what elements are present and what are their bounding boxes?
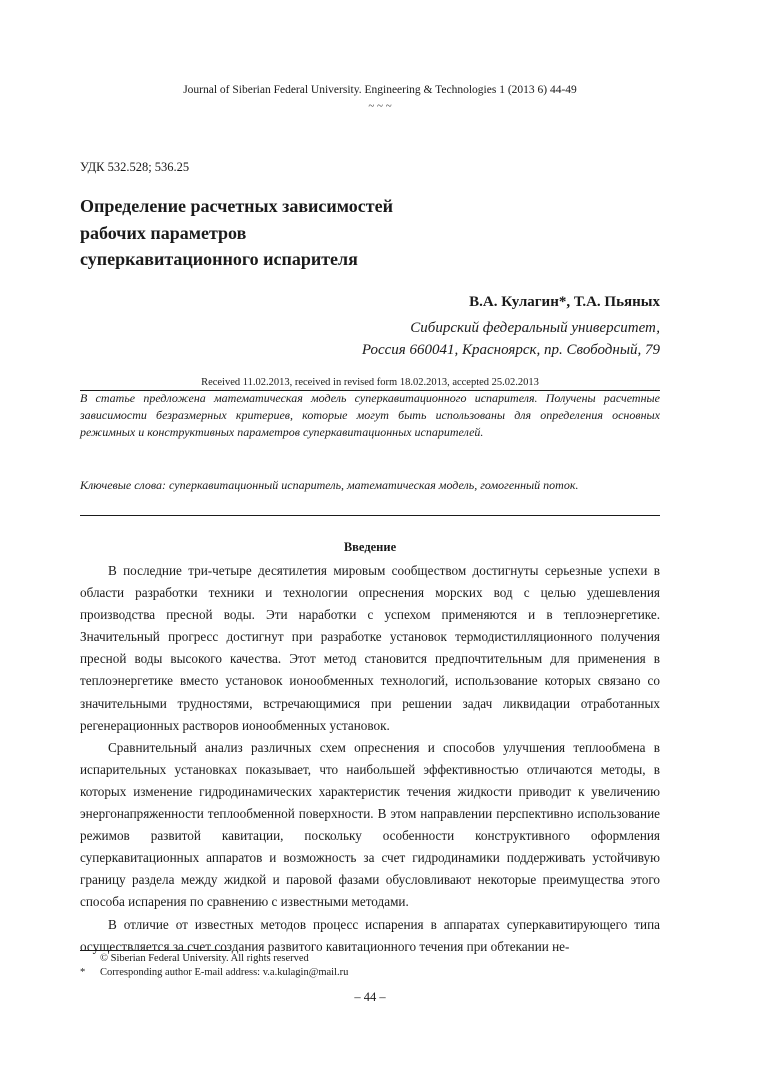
affiliation-line: Россия 660041, Красноярск, пр. Свободный, 79 bbox=[361, 342, 660, 358]
keywords: Ключевые слова: суперкавитационный испаритель, математическая модель, гомогенный поток. bbox=[80, 478, 579, 492]
page-number: – 44 – bbox=[354, 990, 386, 1004]
article-title bbox=[80, 193, 640, 273]
authors: В.А. Кулагин*, Т.А. Пьяных bbox=[469, 294, 660, 310]
received-dates: Received 11.02.2013, received in revised form 18.02.2013, accepted 25.02.2013 bbox=[201, 377, 539, 388]
affiliation bbox=[362, 317, 660, 361]
title-line: суперкавитационного испарителя bbox=[80, 249, 358, 269]
footnote-mark: * bbox=[80, 967, 86, 978]
udk-code: УДК 532.528; 536.25 bbox=[80, 160, 190, 174]
article-body bbox=[80, 560, 660, 958]
header-ornament: ~ ~ ~ bbox=[368, 100, 392, 112]
footnote bbox=[80, 966, 660, 980]
footnote-text: © Siberian Federal University. All rights reserved bbox=[100, 953, 309, 964]
affiliation-line: Сибирский федеральный университет, bbox=[410, 320, 660, 336]
footnotes bbox=[80, 952, 660, 980]
abstract-bottom-rule bbox=[80, 515, 660, 516]
footnote bbox=[80, 952, 660, 966]
paragraph: В последние три-четыре десятилетия мировым сообществом достигнуты серьезные успехи в области разработки техники и технологии опреснения морских вод с целью удешевления производства пресной воды. Эти наработки с успехом применяются и в теплоэнергетике. Значительный прогресс достигнут при разработке установок термодистилляционного получения пресной воды высокого качества. Этот метод становится предпочтительным для применения в теплоэнергетике вместо установок ионообменных технологий, использование которых связано со значительными трудностями, встречающимися при решении задач ликвидации отработанных регенерационных растворов ионообменных установок. bbox=[80, 563, 660, 733]
title-line: Определение расчетных зависимостей bbox=[80, 196, 393, 216]
paragraph: В отличие от известных методов процесс испарения в аппаратах суперкавитирующего типа осуществляется за счет создания развитого кавитационного течения при обтекании не- bbox=[80, 916, 660, 954]
journal-header: Journal of Siberian Federal University. Engineering & Technologies 1 (2013 6) 44-49 bbox=[183, 84, 577, 96]
footnote-rule bbox=[80, 950, 230, 951]
abstract: В статье предложена математическая модель суперкавитационного испарителя. Получены расчетные зависимости безразмерных критериев, которые могут быть использованы для определения основных режимных и конструктивных параметров суперкавитационных испарителей. bbox=[80, 391, 660, 439]
title-line: рабочих параметров bbox=[80, 222, 247, 243]
section-heading: Введение bbox=[343, 540, 397, 554]
footnote-text: Corresponding author E-mail address: v.a.kulagin@mail.ru bbox=[100, 967, 349, 978]
paragraph: Сравнительный анализ различных схем опреснения и способов улучшения теплообмена в испарительных установках показывает, что наибольшей эффективностью отличаются методы, в которых изменение гидродинамических характеристик течения жидкости приводит к увеличению энергонапряженности теплообменной поверхности. В этом направлении перспективно использование режимов развитой кавитации, поскольку особенности конструктивного оформления суперкавитационных аппаратов и возможность за счет гидродинамики поддерживать устойчивую границу раздела между жидкой и паровой фазами обусловливают некоторые преимущества этого способа испарения по сравнению с известными методами. bbox=[80, 739, 660, 910]
